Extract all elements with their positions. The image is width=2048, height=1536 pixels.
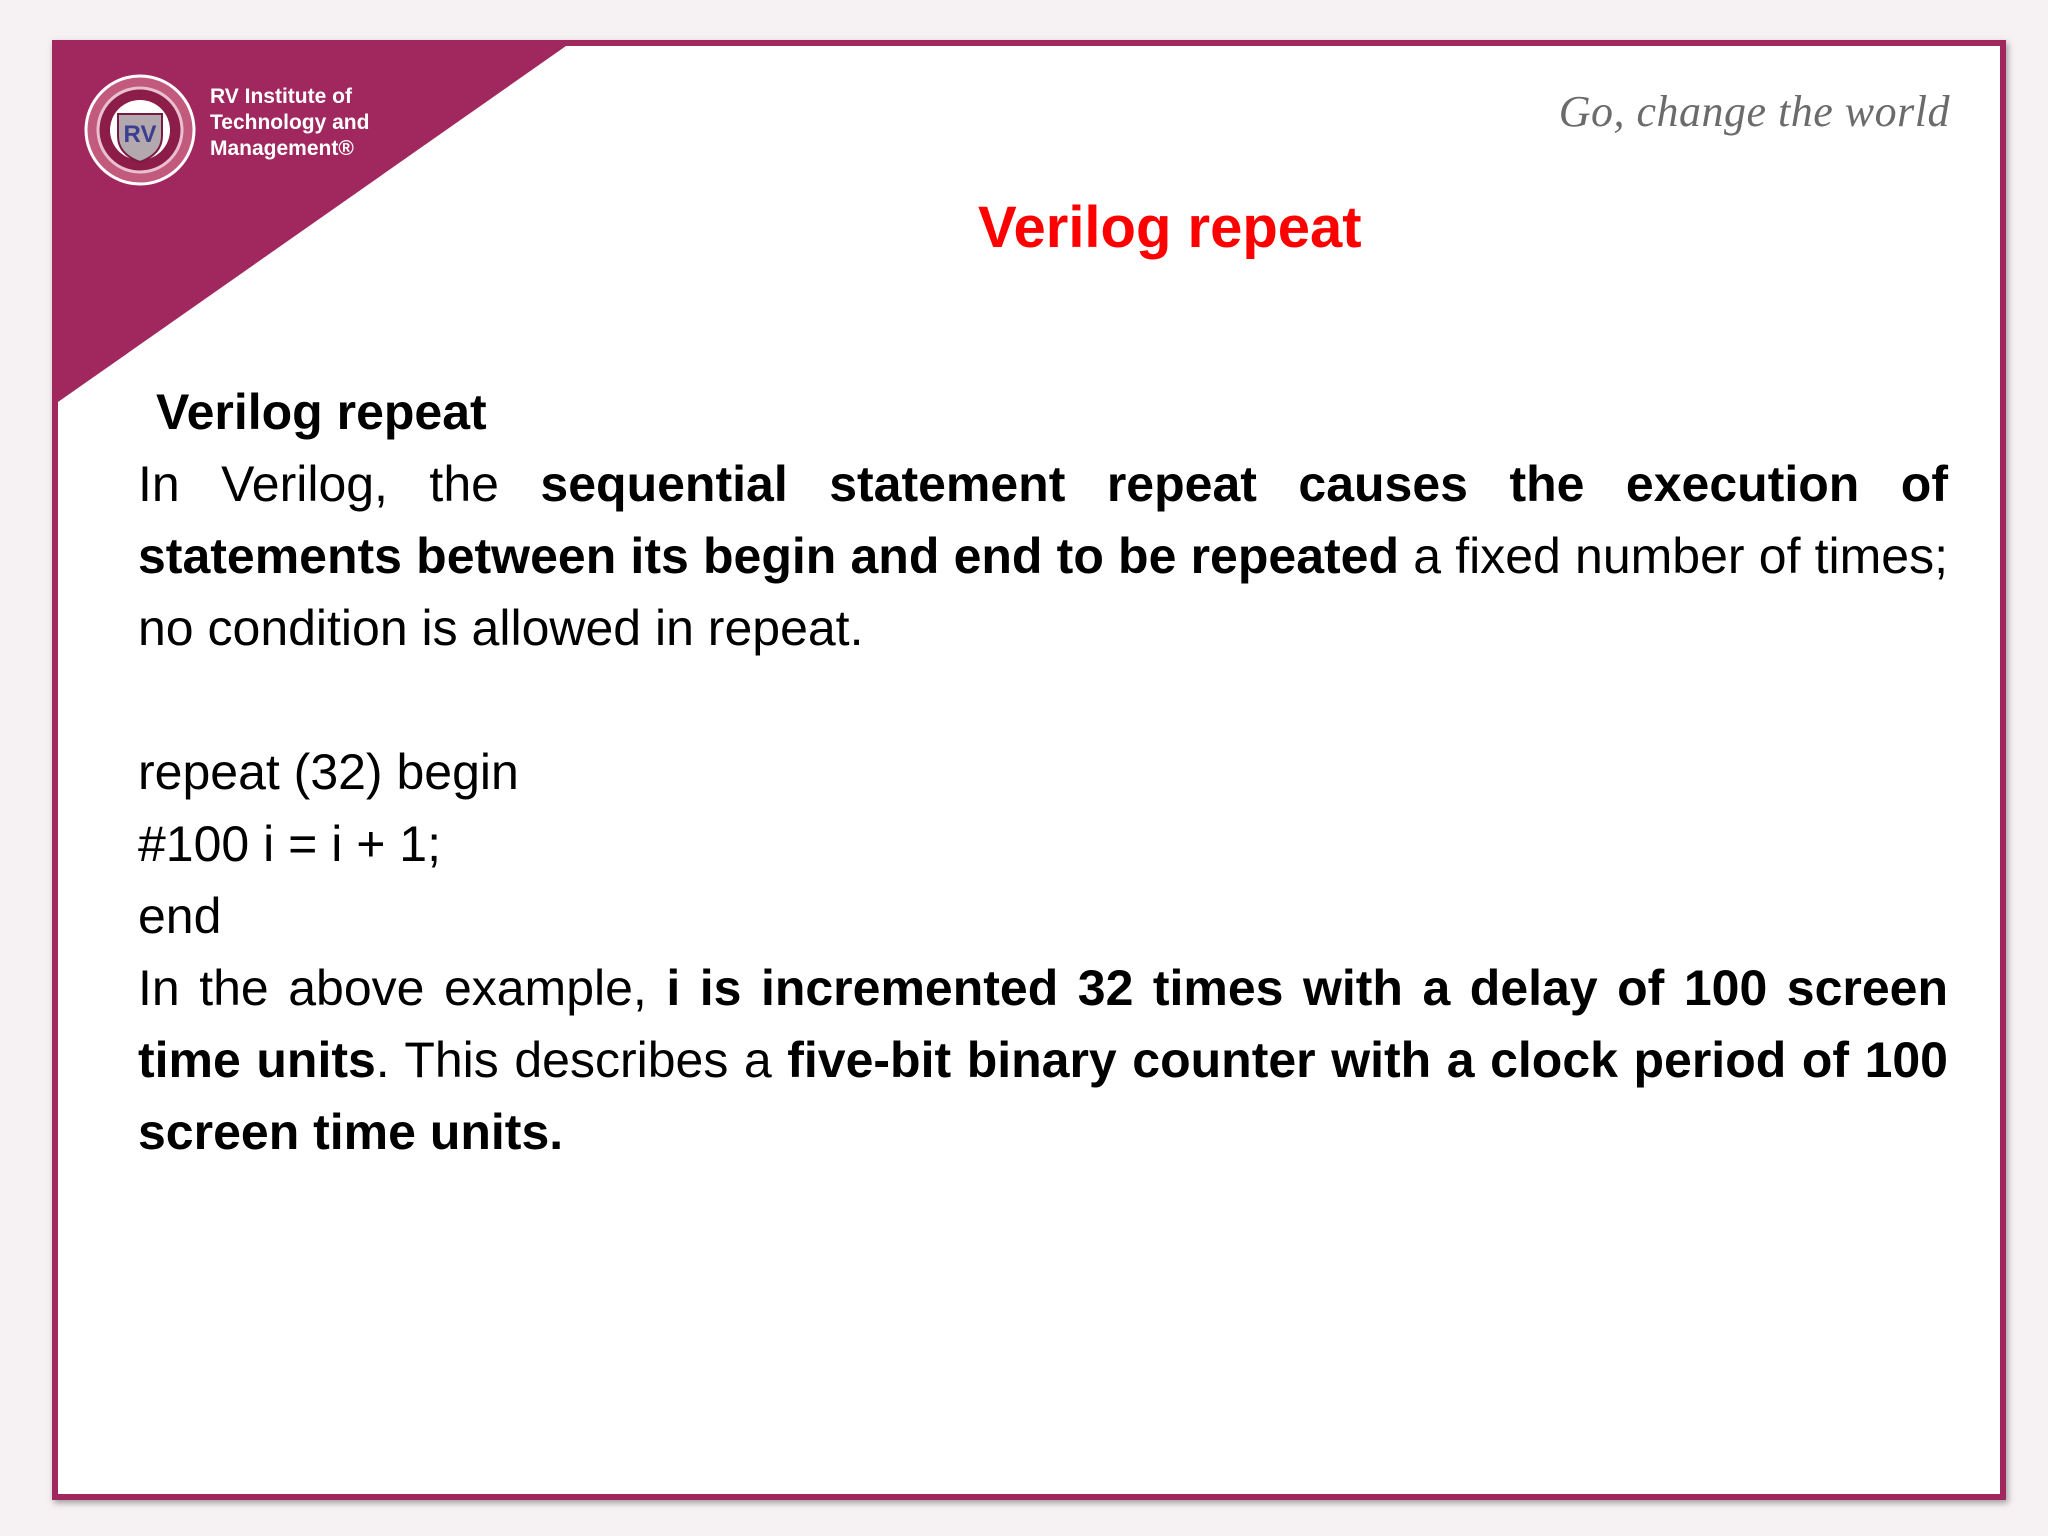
explanation-text-1: In the above example, <box>138 960 667 1016</box>
slide-title: Verilog repeat <box>978 195 1362 260</box>
explanation-bold-2: five-bit binary counter with a clock period of 100 screen time units. <box>138 1032 1948 1160</box>
institute-name-line-1: RV Institute of <box>210 85 352 108</box>
slide-body <box>138 376 1948 1168</box>
intro-text-1: In Verilog, the <box>138 456 541 512</box>
institute-name-line-3: Management® <box>210 137 354 160</box>
code-line: end <box>138 888 222 944</box>
intro-text-2: a fixed number of times; no condition is allowed in repeat. <box>138 528 1949 656</box>
slide <box>52 40 2006 1500</box>
institute-name <box>210 84 430 162</box>
spacer <box>138 664 1948 736</box>
svg-text:RV: RV <box>123 121 157 148</box>
code-line: repeat (32) begin <box>138 744 519 800</box>
explanation-bold-1: i is incremented 32 times with a delay of 100 screen time units <box>138 960 1948 1088</box>
paragraph-explanation <box>138 952 1948 1168</box>
subheading: Verilog repeat <box>156 384 487 440</box>
explanation-text-2: . This describes a <box>375 1032 788 1088</box>
institute-seal-icon <box>84 74 196 186</box>
paragraph-intro <box>138 448 1948 664</box>
institute-name-line-2: Technology and <box>210 111 370 134</box>
code-line: #100 i = i + 1; <box>138 816 442 872</box>
tagline: Go, change the world <box>1558 87 1950 136</box>
intro-bold-1: sequential statement repeat causes the execution of statements between its begin and end to be repeated <box>138 456 1948 584</box>
